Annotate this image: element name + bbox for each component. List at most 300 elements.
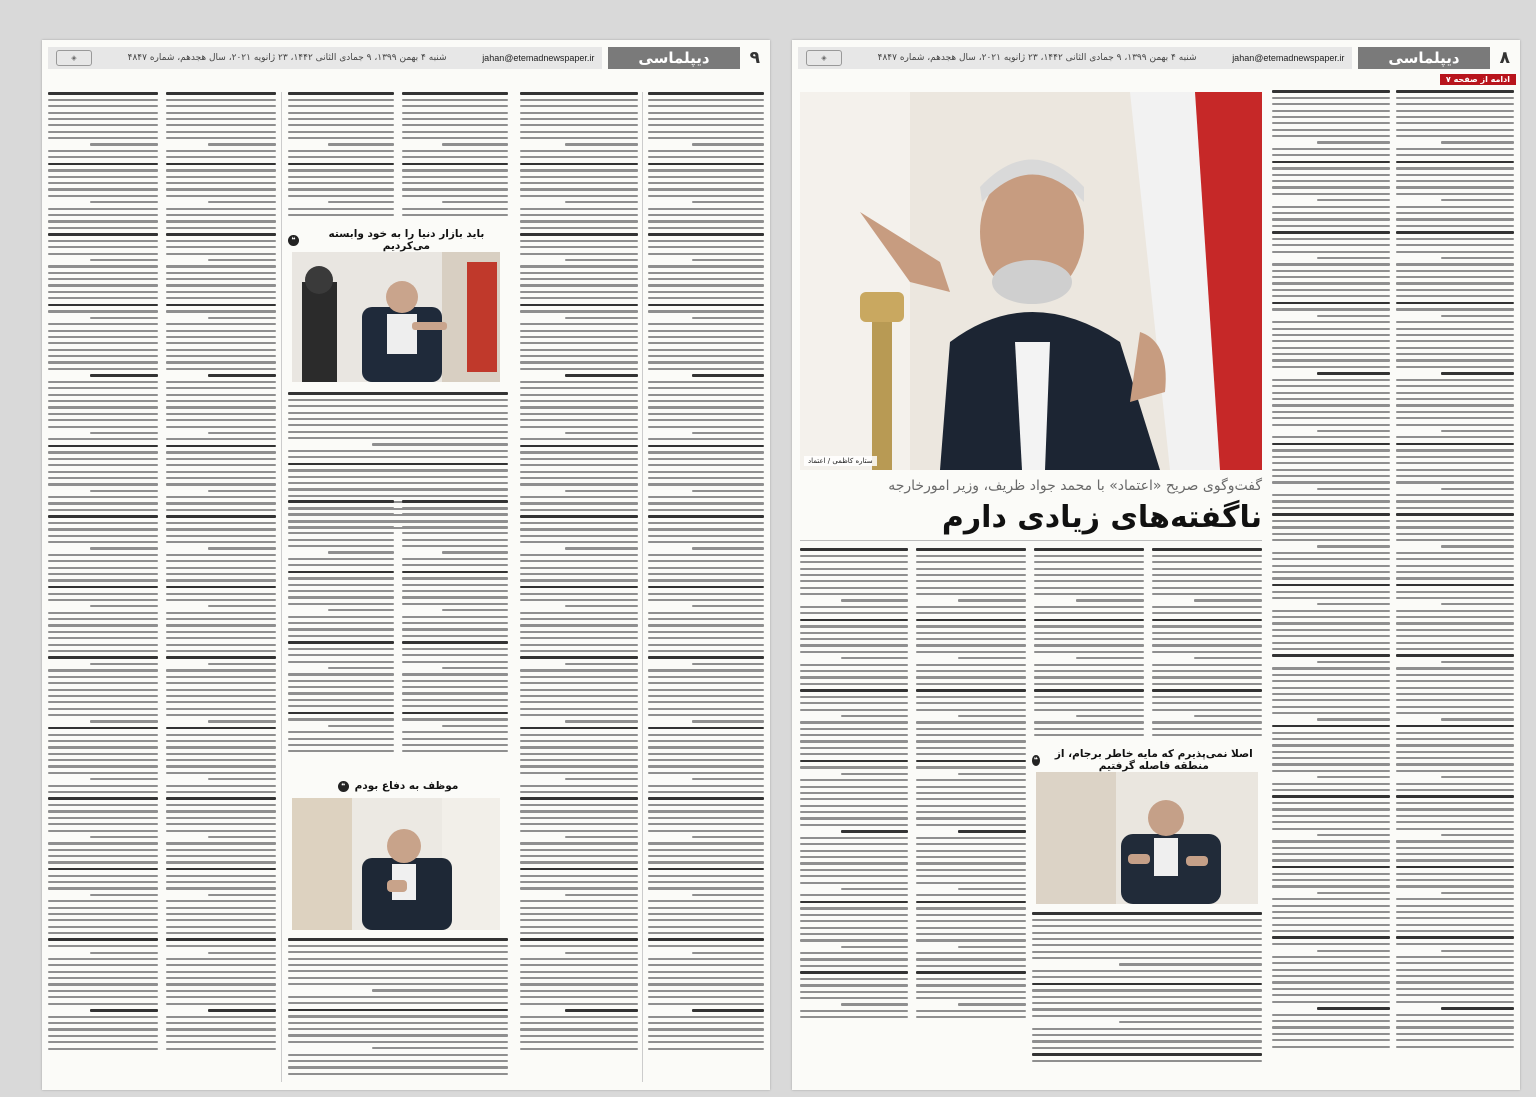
text-line [1396,417,1514,419]
text-line [520,105,638,107]
text-line [288,399,508,401]
text-line [1396,763,1514,765]
text-line [916,619,1026,622]
text-line [48,515,158,518]
text-line [648,586,764,589]
text-line [48,502,158,504]
text-line [288,938,508,941]
text-line [1152,580,1262,582]
text-line [48,881,158,883]
subhead: موظف به دفاع بودم ❝ [288,778,508,794]
text-line [520,214,638,216]
text-line [1272,584,1390,587]
text-line [1272,962,1390,964]
subhead: اصلا نمی‌پذیرم که مایه خاطر برجام، از منطقه فاصله گرفتیم ❝ [1033,748,1253,772]
text-line [648,137,764,139]
text-line [288,635,394,637]
text-line [520,278,638,280]
text-line [520,1022,638,1024]
text-line [402,622,508,624]
text-line [288,195,394,197]
text-line [288,641,394,644]
text-line [692,605,764,607]
text-line [166,112,276,114]
text-line [958,888,1026,890]
text-line [520,996,638,998]
text-line [520,355,638,357]
text-line [1034,664,1144,666]
text-column [1034,548,1144,748]
text-line [648,823,764,825]
text-line [48,156,158,158]
text-line [402,208,508,210]
text-line [648,214,764,216]
text-line [48,355,158,357]
text-line [958,1003,1026,1005]
text-line [800,894,908,896]
text-line [1396,558,1514,560]
text-line [166,515,276,518]
text-line [402,131,508,133]
text-line [692,490,764,492]
text-line [1396,808,1514,810]
text-line [288,744,394,746]
text-line [90,720,158,722]
text-line [288,738,394,740]
text-line [1396,591,1514,593]
text-line [800,798,908,800]
text-line [692,432,764,434]
page-8 [792,40,1520,1090]
text-line [1272,161,1390,164]
text-line [1272,571,1390,573]
text-line [48,785,158,787]
text-line [48,567,158,569]
text-line [916,920,1026,922]
text-line [1317,488,1390,490]
text-line [1272,526,1390,528]
section-name: دیپلماسی [1358,47,1489,69]
text-line [648,919,764,921]
text-line [520,855,638,857]
text-line [520,195,638,197]
text-line [48,714,158,716]
text-line [916,625,1026,627]
text-line [520,842,638,844]
text-line [1396,500,1514,502]
text-line [48,656,158,659]
text-line [520,528,638,530]
text-line [48,759,158,761]
text-line [916,561,1026,563]
text-line [648,182,764,184]
text-line [916,709,1026,711]
text-line [288,112,394,114]
text-line [1272,475,1390,477]
text-line [800,632,908,634]
text-line [520,599,638,601]
text-line [1272,1026,1390,1028]
text-line [648,438,764,440]
text-line [1076,715,1144,717]
text-line [1396,218,1514,220]
text-line [648,246,764,248]
interview-icon: ❝ [1033,755,1038,764]
email-address[interactable]: jahan@etemadnewspaper.ir [482,53,595,63]
text-line [402,507,508,509]
text-line [800,856,908,858]
text-line [1396,969,1514,971]
text-line [48,419,158,421]
text-line [520,438,638,440]
text-line [800,689,908,692]
text-line [520,932,638,934]
text-line [648,593,764,595]
text-line [648,336,764,338]
text-line [520,772,638,774]
text-block [288,938,508,1075]
text-line [916,548,1026,551]
text-line [48,304,158,307]
text-line [48,438,158,440]
text-line [402,628,508,630]
text-line [520,92,638,95]
text-line [692,778,764,780]
text-line [48,368,158,370]
text-line [1396,738,1514,740]
text-line [565,201,638,203]
text-line [166,105,276,107]
text-line [800,644,908,646]
text-line [208,894,276,896]
text-line [166,567,276,569]
text-line [1396,962,1514,964]
text-line [1396,334,1514,336]
text-line [1272,924,1390,926]
text-line [648,842,764,844]
text-line [48,990,158,992]
text-line [402,571,508,574]
text-line [288,945,508,947]
text-line [402,539,508,541]
text-line [166,804,276,806]
text-line [648,753,764,755]
text-line [208,605,276,607]
text-line [166,124,276,126]
text-line [166,438,276,440]
text-line [1396,212,1514,214]
text-line [402,176,508,178]
text-line [1152,676,1262,678]
text-line [648,323,764,325]
text-line [520,361,638,363]
text-line [565,143,638,145]
text-line [1396,898,1514,900]
text-line [288,99,394,101]
text-line [800,817,908,819]
text-line [520,471,638,473]
text-line [1272,898,1390,900]
text-line [1272,565,1390,567]
text-line [48,644,158,646]
text-line [648,272,764,274]
text-line [1441,141,1514,143]
text-line [1034,676,1144,678]
text-line [648,349,764,351]
text-line [288,590,394,592]
text-line [916,856,1026,858]
text-line [648,695,764,697]
text-line [1396,635,1514,637]
text-line [442,201,508,203]
text-column [288,500,394,770]
text-line [1317,545,1390,547]
text-line [1396,103,1514,105]
text-line [402,654,508,656]
text-line [48,701,158,703]
text-line [916,664,1026,666]
text-line [90,663,158,665]
text-line [520,573,638,575]
text-line [166,381,276,383]
text-line [1272,597,1390,599]
text-line [648,413,764,415]
text-line [1272,103,1390,105]
text-line [916,907,1026,909]
text-column [1152,548,1262,748]
email-address[interactable]: jahan@etemadnewspaper.ir [1232,53,1345,63]
text-line [1034,689,1144,692]
text-line [288,124,394,126]
text-line [48,195,158,197]
text-line [800,587,908,589]
text-line [1396,725,1514,728]
text-line [1032,1060,1262,1062]
text-line [402,738,508,740]
text-line [90,952,158,954]
text-line [288,214,394,216]
text-line [648,945,764,947]
text-line [916,869,1026,871]
text-line [48,746,158,748]
text-line [48,1048,158,1050]
text-line [1272,289,1390,291]
text-line [520,413,638,415]
text-line [166,913,276,915]
text-line [166,535,276,537]
date-line: شنبه ۴ بهمن ۱۳۹۹، ۹ جمادی الثانی ۱۴۴۲، ۲۳ ژانویه ۲۰۲۱، سال هجدهم، شماره ۴۸۴۷ [877,53,1197,63]
text-line [48,233,158,236]
text-line [1272,417,1390,419]
text-line [648,445,764,448]
text-line [800,939,908,941]
text-line [520,349,638,351]
text-line [1396,956,1514,958]
text-line [1441,603,1514,605]
text-line [402,718,508,720]
text-line [1441,372,1514,375]
text-line [916,971,1026,974]
text-line [648,451,764,453]
text-line [166,637,276,639]
text-line [916,786,1026,788]
text-line [800,606,908,608]
text-line [166,336,276,338]
text-line [648,913,764,915]
text-line [800,747,908,749]
text-line [48,938,158,941]
text-line [800,702,908,704]
text-line [520,682,638,684]
text-line [48,964,158,966]
text-line [1032,919,1262,921]
headline-kicker: گفت‌وگوی صریح «اعتماد» با محمد جواد ظریف، وزیر امورخارجه [888,478,1262,494]
text-line [1272,706,1390,708]
text-line [166,983,276,985]
text-line [48,131,158,133]
text-line [1272,1020,1390,1022]
text-line [166,708,276,710]
text-line [916,862,1026,864]
text-line [166,676,276,678]
text-line [1272,392,1390,394]
text-line [166,861,276,863]
text-line [1396,975,1514,977]
text-line [520,394,638,396]
text-column [166,92,276,1082]
text-line [1034,548,1144,551]
text-line [648,900,764,902]
text-line [288,513,394,515]
text-line [402,744,508,746]
text-line [166,919,276,921]
text-line [1152,689,1262,692]
text-line [288,1015,508,1017]
text-line [48,496,158,498]
text-line [648,1041,764,1043]
text-line [90,836,158,838]
text-line [166,1022,276,1024]
text-line [1396,353,1514,355]
text-line [166,579,276,581]
text-column [1396,90,1514,1080]
text-line [48,554,158,556]
text-line [288,596,394,598]
text-line [800,676,908,678]
text-line [520,220,638,222]
text-line [90,490,158,492]
text-line [166,785,276,787]
text-line [288,718,394,720]
text-line [1272,1033,1390,1035]
text-line [800,561,908,563]
text-line [166,496,276,498]
text-line [916,606,1026,608]
text-line [48,112,158,114]
text-line [841,830,908,833]
text-line [648,496,764,498]
text-line [1396,917,1514,919]
text-line [166,233,276,236]
text-line [1272,494,1390,496]
text-line [648,426,764,428]
text-line [520,515,638,518]
text-line [1396,565,1514,567]
text-line [520,656,638,659]
text-line [800,664,908,666]
text-line [1396,622,1514,624]
text-line [288,507,394,509]
text-line [800,548,908,551]
text-line [648,195,764,197]
text-line [48,137,158,139]
text-line [288,463,508,466]
text-line [841,599,908,601]
text-line [166,958,276,960]
text-line [48,682,158,684]
text-line [1272,1001,1390,1003]
text-line [520,297,638,299]
text-line [648,535,764,537]
text-line [648,253,764,255]
text-line [916,811,1026,813]
text-line [1152,721,1262,723]
text-line [916,574,1026,576]
text-line [1272,186,1390,188]
text-line [90,317,158,319]
text-line [1396,1046,1514,1048]
header-bar [48,47,602,69]
text-line [1396,276,1514,278]
text-line [648,1016,764,1018]
text-line [402,686,508,688]
text-line [648,656,764,659]
text-line [916,817,1026,819]
text-line [800,638,908,640]
text-line [916,644,1026,646]
text-line [1272,334,1390,336]
text-line [1152,587,1262,589]
text-line [520,810,638,812]
text-line [800,805,908,807]
text-line [1441,834,1514,836]
text-line [1034,555,1144,557]
text-line [1272,847,1390,849]
text-line [1272,218,1390,220]
text-line [48,624,158,626]
text-line [916,965,1026,967]
text-line [1032,1008,1262,1010]
text-line [166,560,276,562]
text-line [1396,654,1514,657]
text-line [648,791,764,793]
text-line [520,567,638,569]
text-line [1272,751,1390,753]
text-line [166,797,276,800]
text-line [565,894,638,896]
text-line [648,817,764,819]
text-line [1396,424,1514,426]
text-line [1396,481,1514,483]
text-line [48,599,158,601]
text-line [520,1041,638,1043]
text-line [1272,225,1390,227]
text-line [328,551,394,553]
text-line [166,477,276,479]
text-line [520,535,638,537]
text-line [166,227,276,229]
text-line [1272,174,1390,176]
